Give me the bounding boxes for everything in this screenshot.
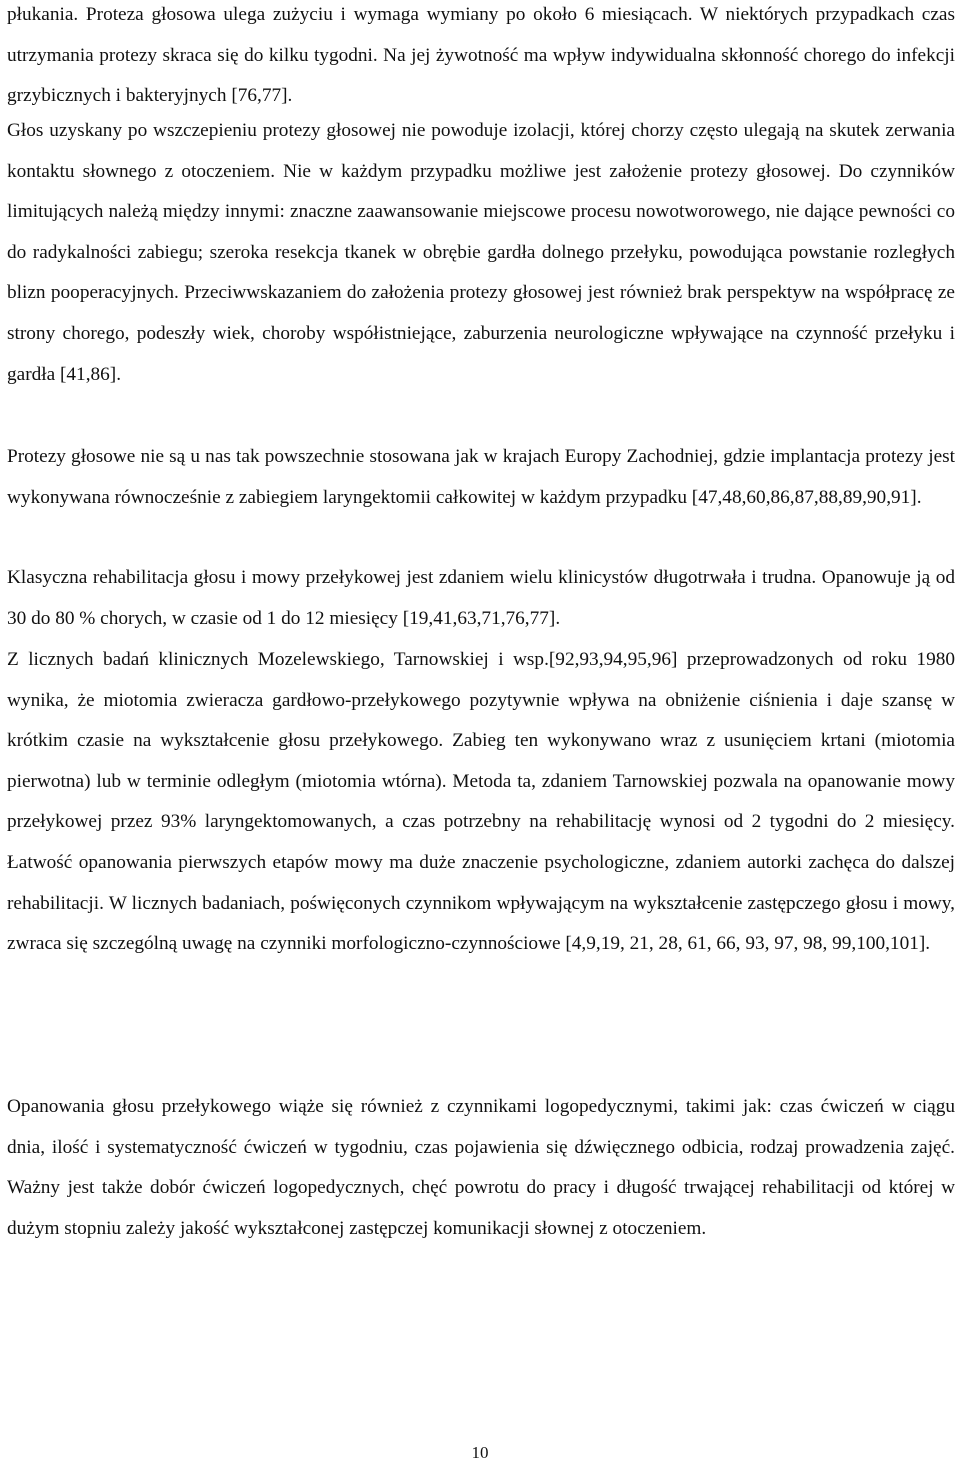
- paragraph-myotomy-studies: Z licznych badań klinicznych Mozelewskiego, Tarnowskiej i wsp.[92,93,94,95,96] przeprowadzonych od roku 1980 wynika, że miotomia zwieracza gardłowo-przełykowego pozytywnie wpływa na obniżenie ciśnienia i daje szansę w krótkim czasie na wykształcenie głosu przełykowego. Zabieg ten wykonywano wraz z usunięciem krtani (miotomia pierwotna) lub w terminie odległym (miotomia wtórna). Metoda ta, zdaniem Tarnowskiej pozwala na opanowanie mowy przełykowej przez 93% laryngektomowanych, a czas potrzebny na rehabilitację wynosi od 2 tygodni do 2 miesięcy. Łatwość opanowania pierwszych etapów mowy ma duże znaczenie psychologiczne, zdaniem autorki zachęca do dalszej rehabilitacji. W licznych badaniach, poświęconych czynnikom wpływającym na wykształcenie zastępczego głosu i mowy, zwraca się szczególną uwagę na czynniki morfologiczno-czynnościowe [4,9,19, 21, 28, 61, 66, 93, 97, 98, 99,100,101].: [7, 649, 955, 955]
- paragraph-contraindications: Głos uzyskany po wszczepieniu protezy głosowej nie powoduje izolacji, której chorzy często ulegają na skutek zerwania kontaktu słownego z otoczeniem. Nie w każdym przypadku możliwe jest założenie protezy głosowej. Do czynników limitujących należą między innymi: znaczne zaawansowanie miejscowe procesu nowotworowego, nie dające pewności co do radykalności zabiegu; szeroka resekcja tkanek w obrębie gardła dolnego przełyku, powodująca powstanie rozległych blizn pooperacyjnych. Przeciwwskazaniem do założenia protezy głosowej jest również brak perspektyw na współpracę ze strony chorego, podeszły wiek, choroby współistniejące, zaburzenia neurologiczne wpływające na czynność przełyku i gardła [41,86].: [7, 120, 955, 385]
- paragraph-speech-therapy-factors: Opanowania głosu przełykowego wiąże się również z czynnikami logopedycznymi, takimi jak: czas ćwiczeń w ciągu dnia, ilość i systematyczność ćwiczeń w tygodniu, czas pojawienia się dźwięcznego odbicia, rodzaj prowadzenia zajęć. Ważny jest także dobór ćwiczeń logopedycznych, chęć powrotu do pracy i długość trwającej rehabilitacji od której w dużym stopniu zależy jakość wykształconej zastępczej komunikacji słownej z otoczeniem.: [7, 1096, 955, 1239]
- paragraph-voice-prosthesis-lifespan: płukania. Proteza głosowa ulega zużyciu i wymaga wymiany po około 6 miesiącach. W niektórych przypadkach czas utrzymania protezy skraca się do kilku tygodni. Na jej żywotność ma wpływ indywidualna skłonność chorego do infekcji grzybicznych i bakteryjnych [76,77].: [7, 4, 955, 107]
- paragraph-prosthesis-availability: Protezy głosowe nie są u nas tak powszechnie stosowana jak w krajach Europy Zachodniej, gdzie implantacja protezy jest wykonywana równocześnie z zabiegiem laryngektomii całkowitej w każdym przypadku [47,48,60,86,87,88,89,90,91].: [7, 446, 955, 508]
- page-number: 10: [471, 1443, 489, 1462]
- paragraph-classic-rehabilitation: Klasyczna rehabilitacja głosu i mowy przełykowej jest zdaniem wielu klinicystów długotrwała i trudna. Opanowuje ją od 30 do 80 % chorych, w czasie od 1 do 12 miesięcy [19,41,63,71,76,77].: [7, 567, 955, 629]
